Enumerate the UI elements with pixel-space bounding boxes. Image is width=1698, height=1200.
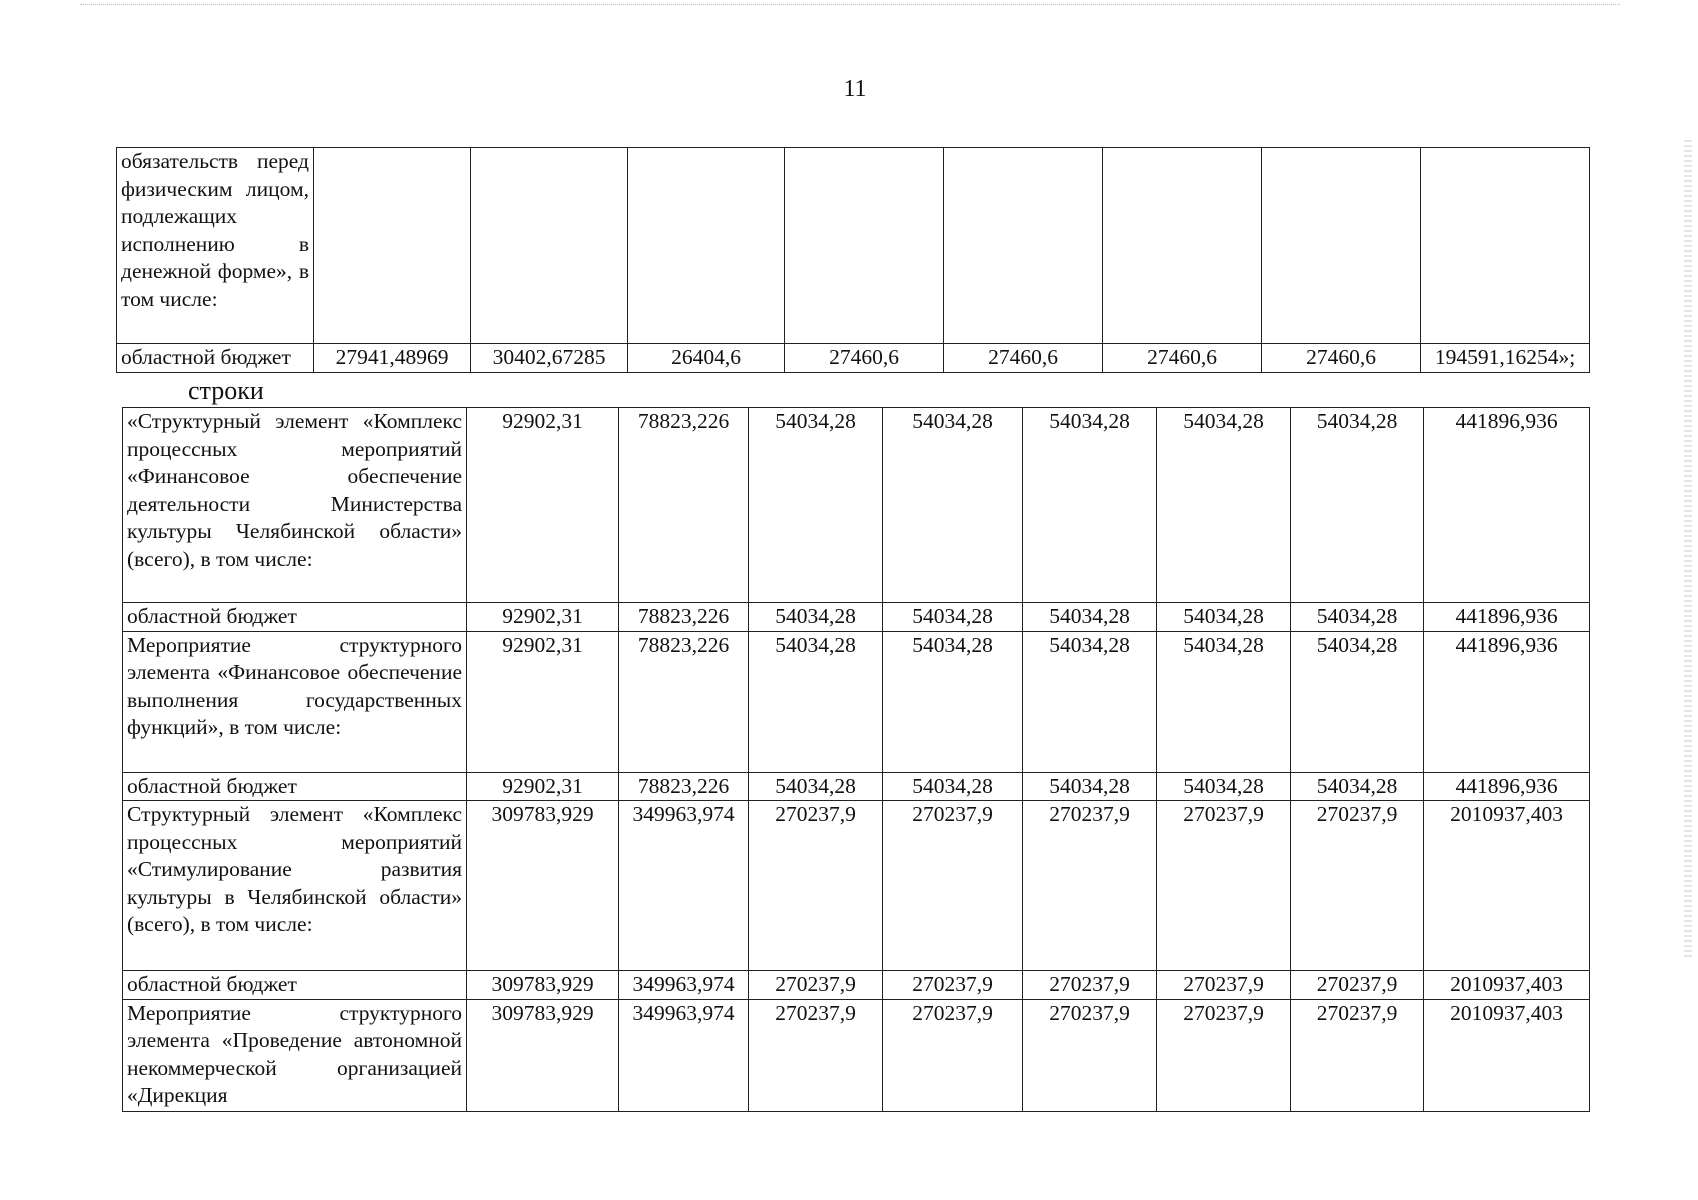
value-cell: 2010937,403 (1424, 971, 1590, 1000)
scan-artifact-edge (1684, 140, 1692, 960)
value-cell: 54034,28 (883, 408, 1023, 603)
value-cell: 54034,28 (883, 631, 1023, 772)
value-cell: 349963,974 (619, 999, 749, 1111)
value-cell: 54034,28 (1291, 408, 1424, 603)
value-cell: 54034,28 (883, 772, 1023, 801)
value-cell: 194591,16254»; (1421, 344, 1590, 373)
row-label: областной бюджет (123, 772, 467, 801)
value-cell: 78823,226 (619, 408, 749, 603)
value-cell (944, 148, 1103, 344)
value-cell: 2010937,403 (1424, 999, 1590, 1111)
value-cell: 441896,936 (1424, 772, 1590, 801)
funding-table-bottom (122, 407, 1590, 1112)
value-cell: 30402,67285 (471, 344, 628, 373)
value-cell: 270237,9 (1157, 999, 1291, 1111)
value-cell (1262, 148, 1421, 344)
value-cell: 270237,9 (1291, 999, 1424, 1111)
table-row (117, 344, 1590, 373)
value-cell: 54034,28 (749, 631, 883, 772)
value-cell: 270237,9 (1291, 971, 1424, 1000)
value-cell: 27941,48969 (314, 344, 471, 373)
value-cell (471, 148, 628, 344)
value-cell: 441896,936 (1424, 408, 1590, 603)
value-cell: 54034,28 (1157, 772, 1291, 801)
value-cell: 270237,9 (883, 971, 1023, 1000)
value-cell: 54034,28 (1023, 772, 1157, 801)
section-caption: строки (188, 376, 264, 405)
value-cell: 270237,9 (749, 801, 883, 971)
value-cell: 270237,9 (1023, 999, 1157, 1111)
value-cell: 54034,28 (1023, 408, 1157, 603)
value-cell: 78823,226 (619, 603, 749, 632)
value-cell: 270237,9 (749, 971, 883, 1000)
value-cell: 54034,28 (1157, 631, 1291, 772)
value-cell: 270237,9 (883, 801, 1023, 971)
row-label: областной бюджет (123, 971, 467, 1000)
value-cell: 441896,936 (1424, 603, 1590, 632)
value-cell: 78823,226 (619, 772, 749, 801)
value-cell: 92902,31 (467, 631, 619, 772)
value-cell (1421, 148, 1590, 344)
value-cell: 270237,9 (1157, 971, 1291, 1000)
value-cell: 27460,6 (1262, 344, 1421, 373)
value-cell: 27460,6 (785, 344, 944, 373)
value-cell: 270237,9 (1023, 971, 1157, 1000)
row-label: Структурный элемент «Комплекс процессных мероприятий «Стимулирование развития культуры в Челябинской области» (всего), в том числе: (123, 801, 467, 971)
value-cell: 54034,28 (1023, 603, 1157, 632)
value-cell: 27460,6 (944, 344, 1103, 373)
value-cell: 54034,28 (1023, 631, 1157, 772)
value-cell (1103, 148, 1262, 344)
value-cell: 54034,28 (1291, 631, 1424, 772)
value-cell: 309783,929 (467, 801, 619, 971)
value-cell: 349963,974 (619, 801, 749, 971)
value-cell: 349963,974 (619, 971, 749, 1000)
value-cell: 54034,28 (1291, 772, 1424, 801)
table-row (123, 801, 1590, 971)
row-label: Мероприятие структурного элемента «Проведение автономной некоммерческой организацией «Дирекция (123, 999, 467, 1111)
funding-table-top (116, 147, 1590, 373)
value-cell: 54034,28 (1291, 603, 1424, 632)
scan-artifact-line (80, 4, 1620, 5)
value-cell: 92902,31 (467, 603, 619, 632)
table-row (117, 148, 1590, 344)
value-cell: 92902,31 (467, 408, 619, 603)
value-cell: 309783,929 (467, 999, 619, 1111)
value-cell: 270237,9 (1023, 801, 1157, 971)
value-cell: 54034,28 (883, 603, 1023, 632)
value-cell: 270237,9 (883, 999, 1023, 1111)
value-cell: 27460,6 (1103, 344, 1262, 373)
value-cell: 92902,31 (467, 772, 619, 801)
value-cell (314, 148, 471, 344)
value-cell: 54034,28 (749, 408, 883, 603)
value-cell: 54034,28 (1157, 603, 1291, 632)
value-cell: 26404,6 (628, 344, 785, 373)
value-cell: 54034,28 (749, 603, 883, 632)
row-label: областной бюджет (123, 603, 467, 632)
page-number: 11 (843, 76, 867, 102)
value-cell: 270237,9 (1291, 801, 1424, 971)
row-label: «Структурный элемент «Комплекс процессных мероприятий «Финансовое обеспечение деятельности Министерства культуры Челябинской области» (всего), в том числе: (123, 408, 467, 603)
value-cell (628, 148, 785, 344)
value-cell: 54034,28 (749, 772, 883, 801)
value-cell: 270237,9 (1157, 801, 1291, 971)
row-label: обязательств перед физическим лицом, подлежащих исполнению в денежной форме», в том числе: (117, 148, 314, 344)
table-row (123, 631, 1590, 772)
table-row (123, 999, 1590, 1111)
row-label: областной бюджет (117, 344, 314, 373)
table-row (123, 408, 1590, 603)
value-cell: 2010937,403 (1424, 801, 1590, 971)
value-cell: 270237,9 (749, 999, 883, 1111)
value-cell: 54034,28 (1157, 408, 1291, 603)
value-cell (785, 148, 944, 344)
table-row (123, 971, 1590, 1000)
value-cell: 441896,936 (1424, 631, 1590, 772)
table-row (123, 772, 1590, 801)
value-cell: 309783,929 (467, 971, 619, 1000)
table-row (123, 603, 1590, 632)
value-cell: 78823,226 (619, 631, 749, 772)
row-label: Мероприятие структурного элемента «Финансовое обеспечение выполнения государственных функций», в том числе: (123, 631, 467, 772)
